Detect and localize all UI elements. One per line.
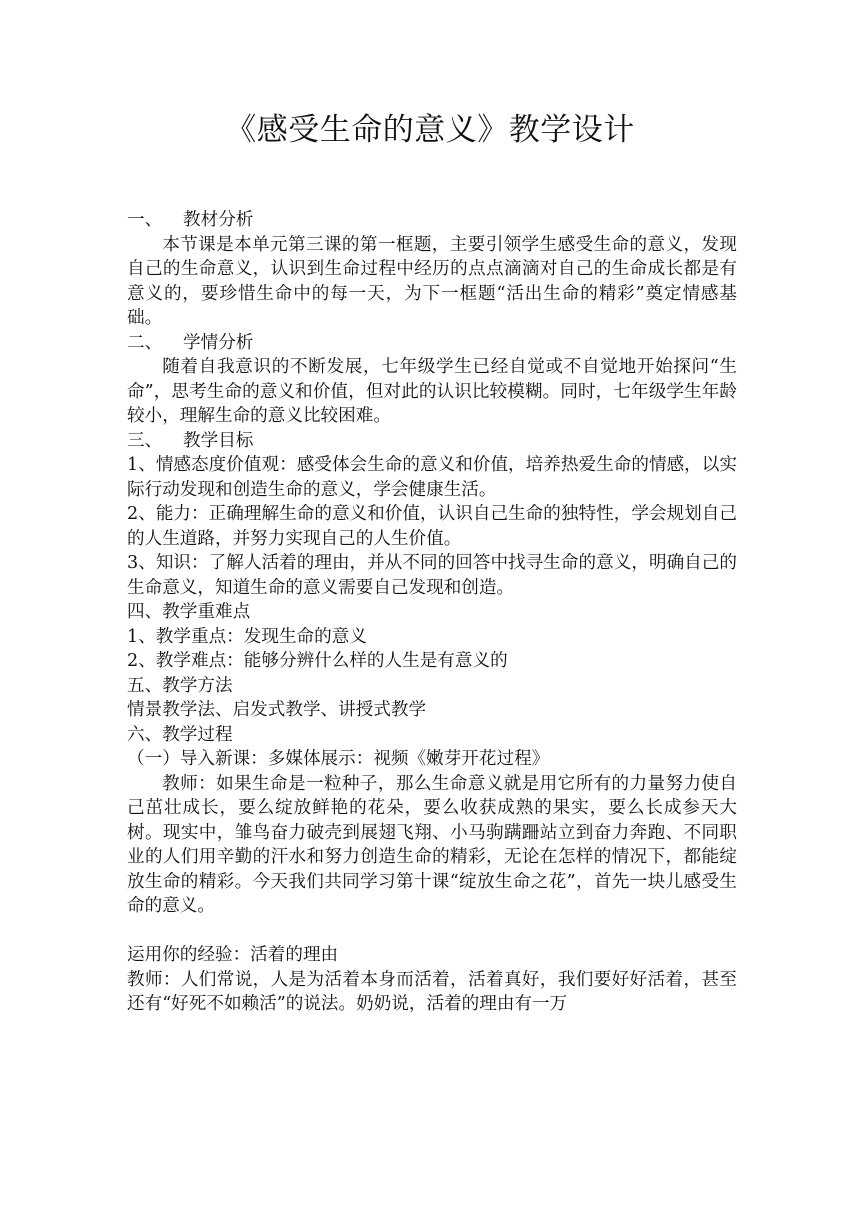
section-heading-teaching-process: 六、教学过程 <box>127 724 233 745</box>
section-heading-text: 学情分析 <box>183 332 254 353</box>
goal-item-emotion: 1、情感态度价值观：感受体会生命的意义和价值，培养热爱生命的情感，以实际行动发现和创造生命的意义，学会健康生活。 <box>127 455 737 500</box>
section-heading-teaching-methods: 五、教学方法 <box>127 675 233 696</box>
paragraph-teacher-reason: 教师：人们常说，人是为活着本身而活着，活着真好，我们要好好活着，甚至还有“好死不如赖活”的说法。奶奶说，活着的理由有一万 <box>127 969 737 1014</box>
subheading-introduction: （一）导入新课：多媒体展示：视频《嫩芽开花过程》 <box>127 749 550 769</box>
section-heading-text: 教学目标 <box>183 430 254 451</box>
section-heading-key-points: 四、教学重难点 <box>127 602 251 622</box>
goal-item-knowledge: 3、知识：了解人活着的理由，并从不同的回答中找寻生命的意义，明确自己的生命意义，知道生命的意义需要自己发现和创造。 <box>127 553 737 598</box>
key-point-item: 1、教学重点：发现生命的意义 <box>127 626 367 647</box>
section-number: 一、 <box>127 210 163 230</box>
document-title: 《感受生命的意义》教学设计 <box>225 112 635 148</box>
goal-item-ability: 2、能力：正确理解生命的意义和价值，认识自己生命的独特性，学会规划自己的人生道路，并努力实现自己的人生价值。 <box>127 504 737 549</box>
section-heading-text: 教材分析 <box>183 210 254 230</box>
section-heading-textbook-analysis <box>127 208 737 233</box>
section-heading-student-analysis <box>127 331 737 356</box>
paragraph-student-analysis: 随着自我意识的不断发展，七年级学生已经自觉或不自觉地开始探问“生命”，思考生命的意义和价值，但对此的认识比较模糊。同时，七年级学生年龄较小，理解生命的意义比较困难。 <box>127 357 737 426</box>
paragraph-teaching-methods: 情景教学法、启发式教学、讲授式教学 <box>127 700 427 720</box>
blank-line <box>127 919 737 944</box>
section-heading-teaching-goals <box>127 429 737 454</box>
paragraph-textbook-analysis: 本节课是本单元第三课的第一框题，主要引领学生感受生命的意义，发现自己的生命意义，认识到生命过程中经历的点点滴滴对自己的生命成长都是有意义的，要珍惜生命中的每一天，为下一框题“活出生命的精彩”奠定情感基础。 <box>127 234 737 328</box>
document-body <box>127 208 737 1017</box>
activity-heading: 运用你的经验：活着的理由 <box>127 945 339 965</box>
section-number: 二、 <box>127 332 163 353</box>
paragraph-teacher-introduction: 教师：如果生命是一粒种子，那么生命意义就是用它所有的力量努力使自己茁壮成长，要么绽放鲜艳的花朵，要么收获成熟的果实，要么长成参天大树。现实中，雏鸟奋力破壳到展翅飞翔、小马驹蹒跚站立到奋力奔跑、不同职业的人们用辛勤的汗水和努力创造生命的精彩，无论在怎样的情况下，都能绽放生命的精彩。今天我们共同学习第十课“绽放生命之花”，首先一块儿感受生命的意义。 <box>127 773 737 916</box>
section-number: 三、 <box>127 430 163 451</box>
difficult-point-item: 2、教学难点：能够分辨什么样的人生是有意义的 <box>127 651 508 671</box>
